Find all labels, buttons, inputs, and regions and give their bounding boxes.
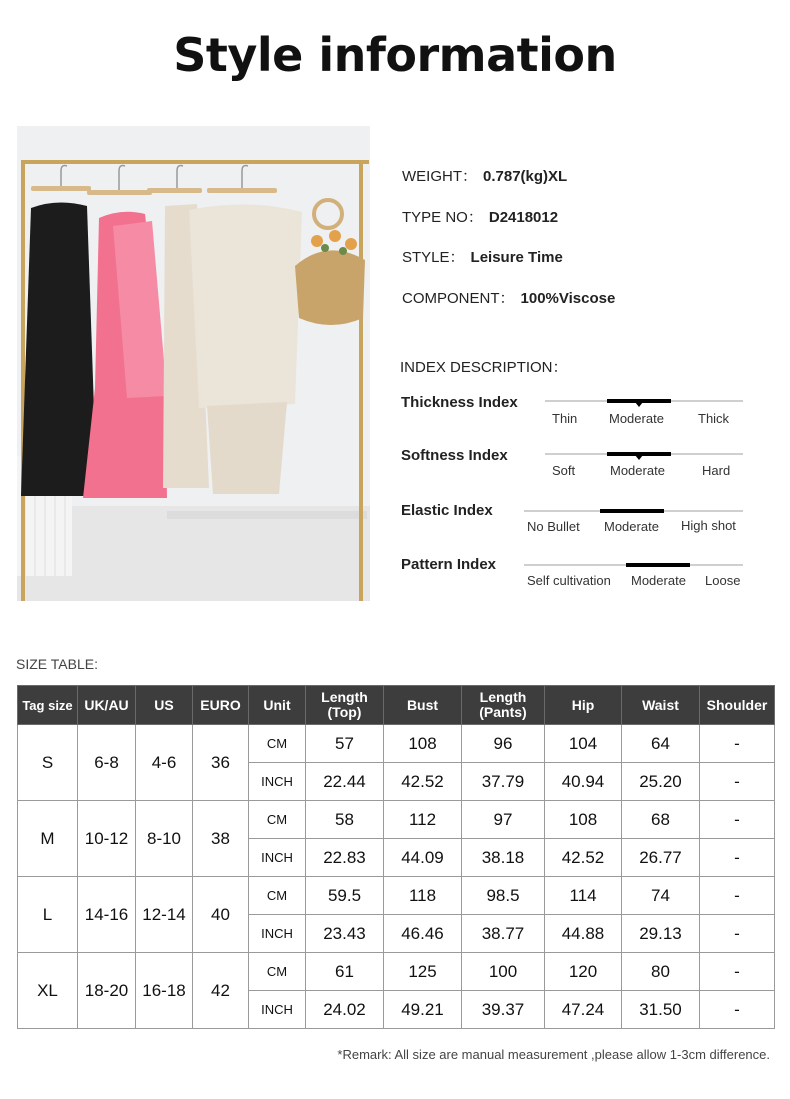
shoulder-cell: - <box>700 763 775 801</box>
size-tag-cell: L <box>18 877 78 953</box>
col-header-euro: EURO <box>193 686 249 725</box>
softness-index-label: Softness Index <box>401 447 508 464</box>
unit-cell: INCH <box>249 839 306 877</box>
type-row <box>402 206 558 227</box>
waist-cell: 25.20 <box>622 763 700 801</box>
size-tag-cell: S <box>18 725 78 801</box>
shoulder-cell: - <box>700 877 775 915</box>
waist-cell: 64 <box>622 725 700 763</box>
elastic-index-label: Elastic Index <box>401 502 493 519</box>
shoulder-cell: - <box>700 801 775 839</box>
waist-cell: 80 <box>622 953 700 991</box>
hip-cell: 104 <box>545 725 622 763</box>
uk-au-cell: 14-16 <box>78 877 136 953</box>
thickness-index-pointer-icon <box>635 402 643 407</box>
euro-cell: 40 <box>193 877 249 953</box>
shoulder-cell: - <box>700 991 775 1029</box>
length-pants-cell: 100 <box>462 953 545 991</box>
length-pants-cell: 38.18 <box>462 839 545 877</box>
waist-cell: 26.77 <box>622 839 700 877</box>
euro-cell: 42 <box>193 953 249 1029</box>
col-header-bust: Bust <box>384 686 462 725</box>
table-row <box>18 877 775 915</box>
length-top-cell: 22.83 <box>306 839 384 877</box>
euro-cell: 36 <box>193 725 249 801</box>
softness-high-label: Hard <box>702 463 731 478</box>
table-row <box>18 725 775 763</box>
remark-note: *Remark: All size are manual measurement ,please allow 1-3cm difference. <box>337 1047 770 1062</box>
unit-cell: CM <box>249 725 306 763</box>
us-cell: 12-14 <box>136 877 193 953</box>
pattern-mid-label: Moderate <box>631 573 686 588</box>
elastic-high-label: High shot <box>681 518 736 533</box>
length-top-cell: 61 <box>306 953 384 991</box>
waist-cell: 74 <box>622 877 700 915</box>
length-pants-cell: 37.79 <box>462 763 545 801</box>
thickness-mid-label: Moderate <box>609 411 664 426</box>
hip-cell: 42.52 <box>545 839 622 877</box>
thickness-high-label: Thick <box>698 411 730 426</box>
hip-cell: 40.94 <box>545 763 622 801</box>
uk-au-cell: 6-8 <box>78 725 136 801</box>
col-header-length-pants: Length (Pants) <box>462 686 545 725</box>
component-row <box>402 287 615 308</box>
unit-cell: INCH <box>249 763 306 801</box>
waist-cell: 31.50 <box>622 991 700 1029</box>
unit-cell: CM <box>249 953 306 991</box>
component-value: 100%Viscose <box>520 290 616 307</box>
thickness-index-label: Thickness Index <box>401 394 518 411</box>
col-header-shoulder: Shoulder <box>700 686 775 725</box>
bust-cell: 42.52 <box>384 763 462 801</box>
bust-cell: 46.46 <box>384 915 462 953</box>
table-row <box>18 801 775 839</box>
elastic-index-bar <box>524 510 743 512</box>
bust-cell: 108 <box>384 725 462 763</box>
length-pants-cell: 39.37 <box>462 991 545 1029</box>
style-value: Leisure Time <box>470 249 563 266</box>
hip-cell: 120 <box>545 953 622 991</box>
unit-cell: CM <box>249 877 306 915</box>
component-label: COMPONENT： <box>402 290 515 307</box>
clothing-rack-image <box>17 126 370 601</box>
uk-au-cell: 18-20 <box>78 953 136 1029</box>
col-header-waist: Waist <box>622 686 700 725</box>
type-label: TYPE NO： <box>402 209 483 226</box>
style-row <box>402 246 563 267</box>
shoulder-cell: - <box>700 725 775 763</box>
length-pants-cell: 97 <box>462 801 545 839</box>
euro-cell: 38 <box>193 801 249 877</box>
length-top-cell: 57 <box>306 725 384 763</box>
length-top-cell: 23.43 <box>306 915 384 953</box>
elastic-low-label: No Bullet <box>527 519 580 534</box>
bust-cell: 118 <box>384 877 462 915</box>
pattern-index-label: Pattern Index <box>401 556 497 573</box>
size-table-heading: SIZE TABLE: <box>16 656 98 672</box>
bust-cell: 125 <box>384 953 462 991</box>
length-pants-cell: 96 <box>462 725 545 763</box>
softness-index-pointer-icon <box>635 455 643 460</box>
length-top-cell: 58 <box>306 801 384 839</box>
bust-cell: 112 <box>384 801 462 839</box>
col-header-uk-au: UK/AU <box>78 686 136 725</box>
type-value: D2418012 <box>488 209 559 226</box>
hip-cell: 108 <box>545 801 622 839</box>
col-header-tag-size: Tag size <box>18 686 78 725</box>
unit-cell: INCH <box>249 991 306 1029</box>
table-row <box>18 953 775 991</box>
pattern-index-marker <box>626 563 690 567</box>
pattern-low-label: Self cultivation <box>527 573 611 588</box>
weight-value: 0.787(kg)XL <box>483 168 568 185</box>
softness-low-label: Soft <box>552 463 576 478</box>
length-top-cell: 59.5 <box>306 877 384 915</box>
hip-cell: 47.24 <box>545 991 622 1029</box>
length-top-cell: 24.02 <box>306 991 384 1029</box>
size-tag-cell: XL <box>18 953 78 1029</box>
size-table-header-row <box>18 686 775 725</box>
pattern-high-label: Loose <box>705 573 741 588</box>
thickness-index-bar <box>545 400 743 402</box>
waist-cell: 29.13 <box>622 915 700 953</box>
uk-au-cell: 10-12 <box>78 801 136 877</box>
shoulder-cell: - <box>700 953 775 991</box>
length-pants-cell: 38.77 <box>462 915 545 953</box>
elastic-index-marker <box>600 509 664 513</box>
bust-cell: 44.09 <box>384 839 462 877</box>
unit-cell: CM <box>249 801 306 839</box>
hip-cell: 114 <box>545 877 622 915</box>
us-cell: 8-10 <box>136 801 193 877</box>
col-header-length-top: Length (Top) <box>306 686 384 725</box>
size-tag-cell: M <box>18 801 78 877</box>
length-pants-cell: 98.5 <box>462 877 545 915</box>
product-photo <box>17 126 370 601</box>
us-cell: 16-18 <box>136 953 193 1029</box>
shoulder-cell: - <box>700 915 775 953</box>
softness-mid-label: Moderate <box>610 463 665 478</box>
style-label: STYLE： <box>402 249 465 266</box>
index-heading: INDEX DESCRIPTION： <box>400 359 568 376</box>
page-title: Style information <box>173 28 617 82</box>
shoulder-cell: - <box>700 839 775 877</box>
weight-label: WEIGHT： <box>402 168 477 185</box>
us-cell: 4-6 <box>136 725 193 801</box>
thickness-low-label: Thin <box>552 411 578 426</box>
unit-cell: INCH <box>249 915 306 953</box>
col-header-hip: Hip <box>545 686 622 725</box>
length-top-cell: 22.44 <box>306 763 384 801</box>
elastic-mid-label: Moderate <box>604 519 659 534</box>
size-table <box>17 685 775 1029</box>
bust-cell: 49.21 <box>384 991 462 1029</box>
waist-cell: 68 <box>622 801 700 839</box>
col-header-us: US <box>136 686 193 725</box>
hip-cell: 44.88 <box>545 915 622 953</box>
col-header-unit: Unit <box>249 686 306 725</box>
pattern-index-bar <box>524 564 743 566</box>
weight-row <box>402 165 567 186</box>
softness-index-bar <box>545 453 743 455</box>
